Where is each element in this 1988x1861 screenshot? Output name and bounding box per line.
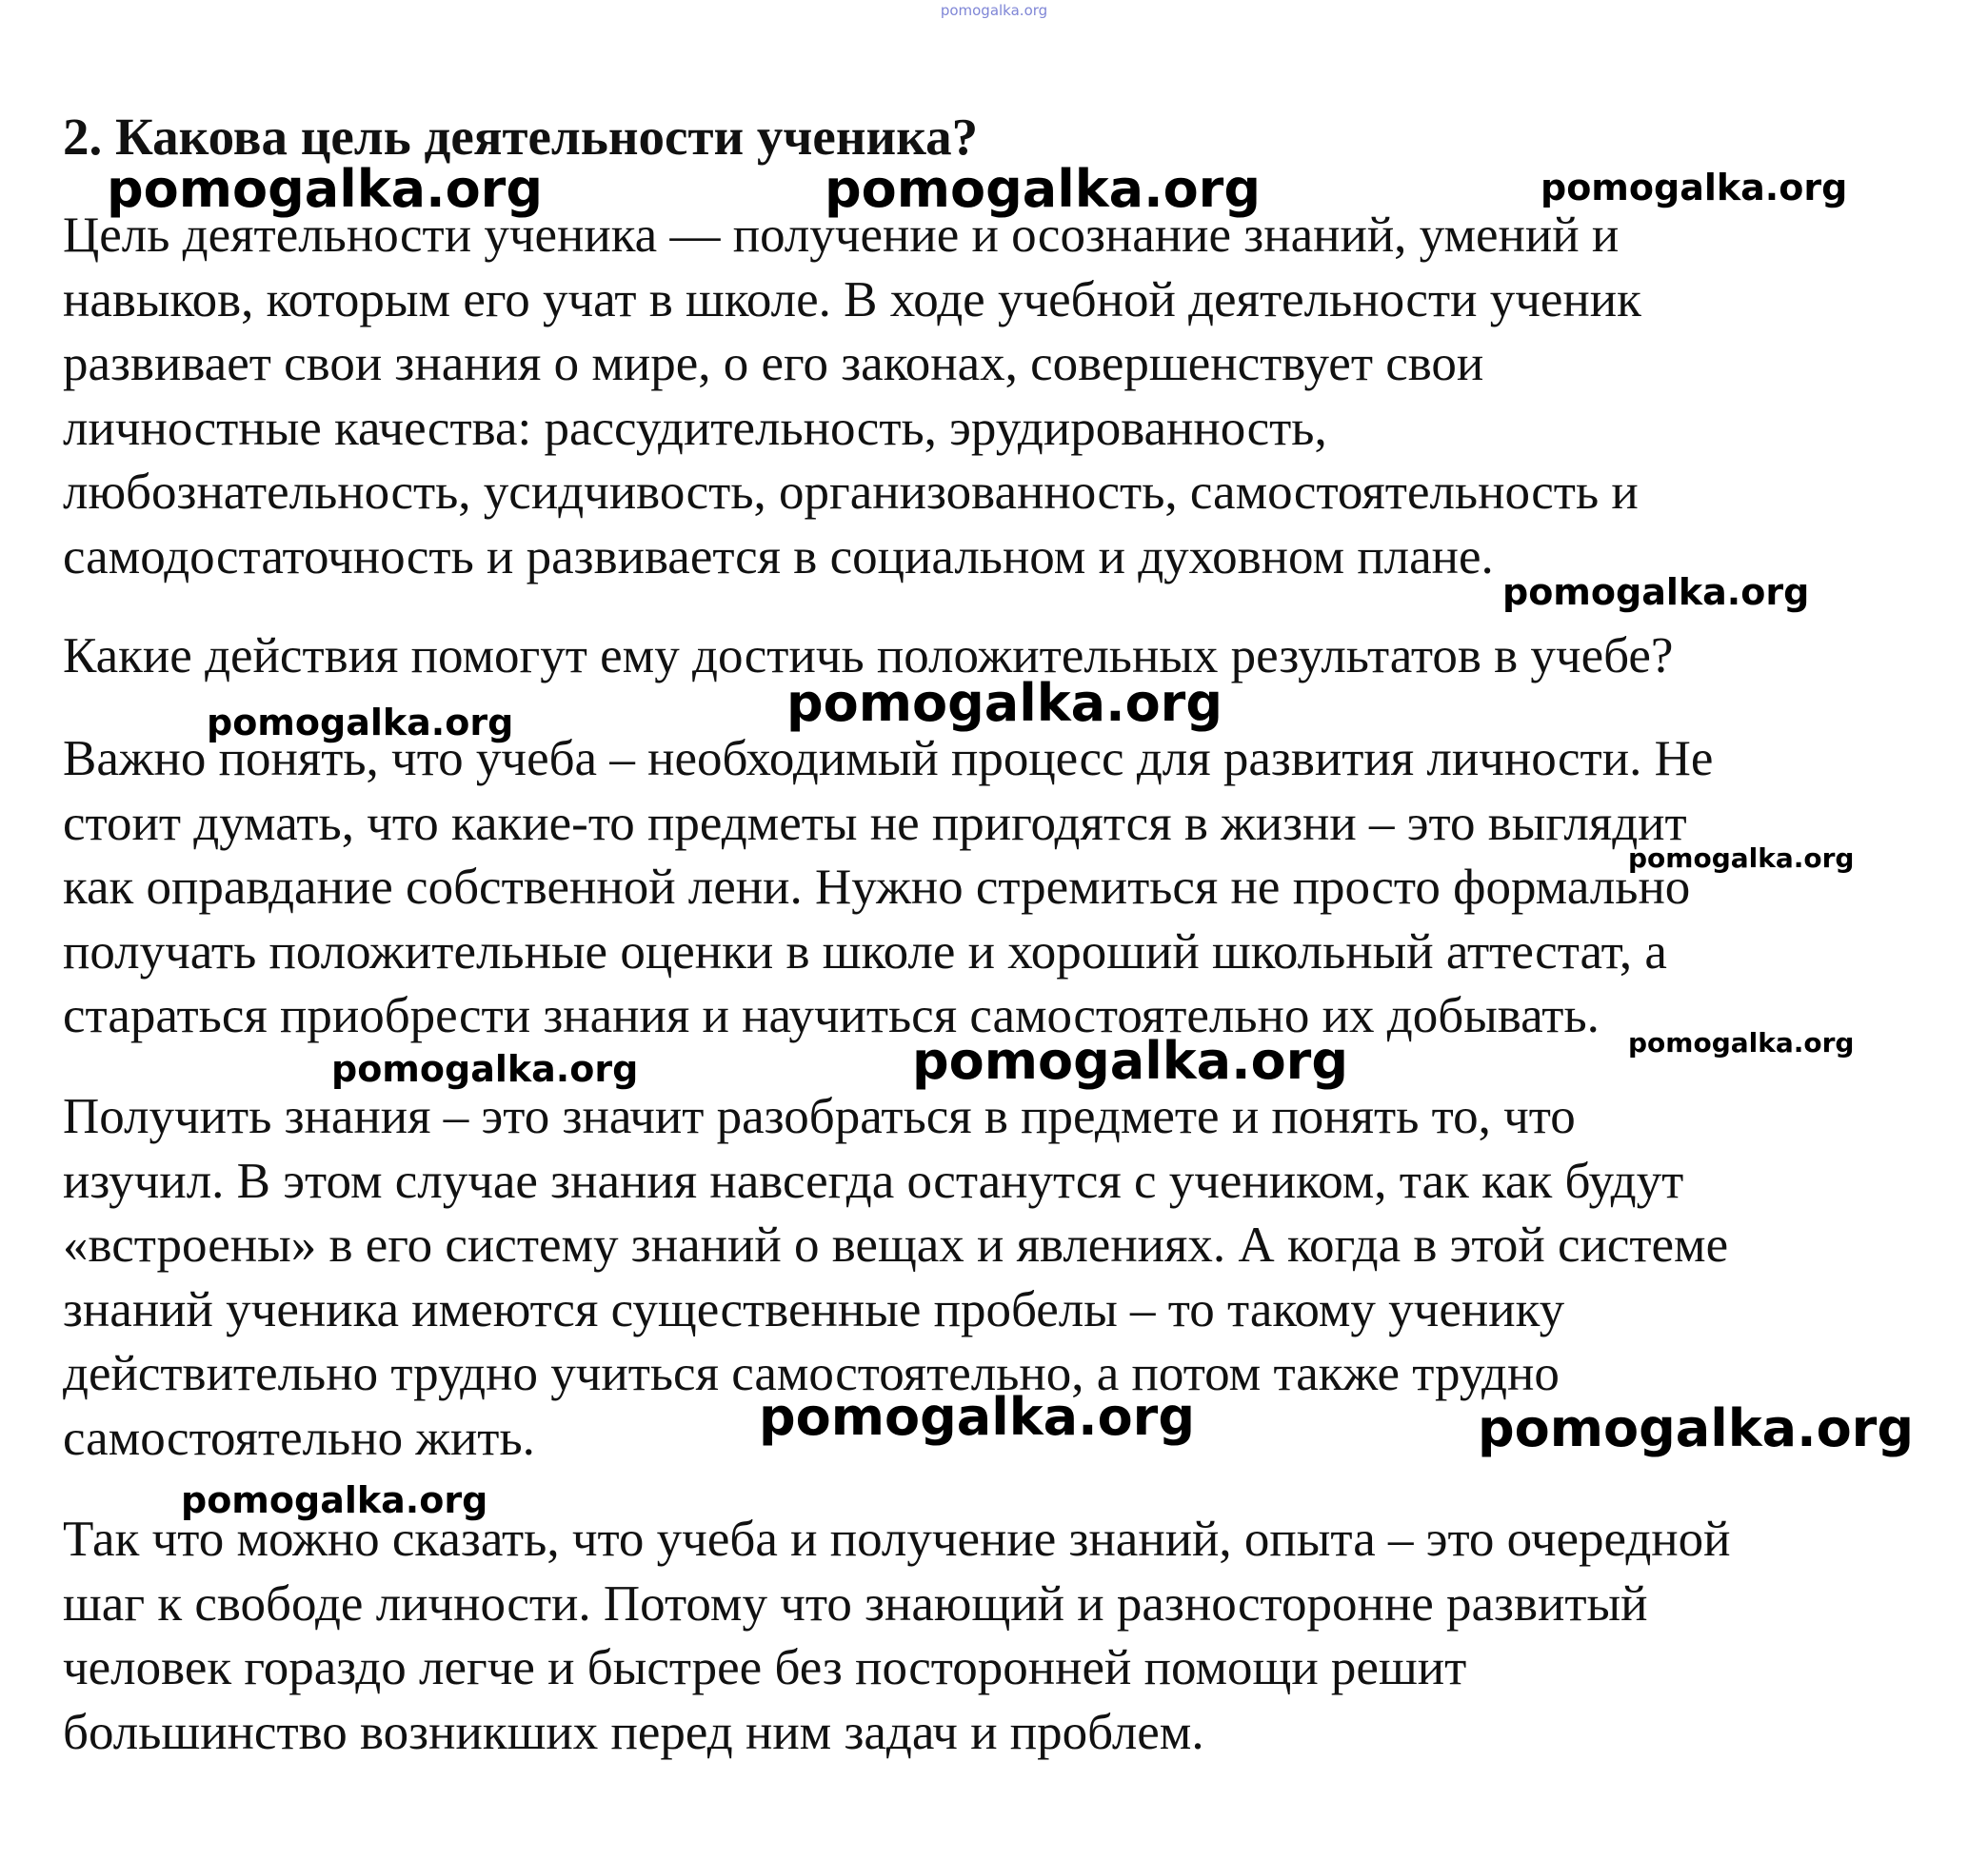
- text-line: самодостаточность и развивается в социальном и духовном плане.: [63, 528, 1494, 584]
- paragraph-3: [63, 727, 1713, 1049]
- text-line: стоит думать, что какие-то предметы не пригодятся в жизни – это выглядит: [63, 795, 1687, 851]
- text-line: любознательность, усидчивость, организованность, самостоятельность и: [63, 465, 1639, 520]
- top-watermark: pomogalka.org: [940, 2, 1048, 19]
- text-line: личностные качества: рассудительность, эрудированность,: [63, 400, 1327, 456]
- text-line: развивает свои знания о мире, о его законах, совершенствует свои: [63, 336, 1484, 391]
- text-line: самостоятельно жить.: [63, 1410, 535, 1466]
- text-line: изучил. В этом случае знания навсегда останутся с учеником, так как будут: [63, 1153, 1684, 1209]
- text-line: действительно трудно учиться самостоятельно, а потом также трудно: [63, 1346, 1560, 1401]
- text-line: навыков, которым его учат в школе. В ходе учебной деятельности ученик: [63, 271, 1641, 327]
- paragraph-5: [63, 1508, 1731, 1765]
- text-line: знаний ученика имеются существенные пробелы – то такому ученику: [63, 1281, 1565, 1337]
- watermark: pomogalka.org: [1502, 571, 1810, 613]
- text-line: человек гораздо легче и быстрее без посторонней помощи решит: [63, 1640, 1467, 1695]
- text-line: как оправдание собственной лени. Нужно стремиться не просто формально: [63, 860, 1691, 915]
- text-line: шаг к свободе личности. Потому что знающий и разносторонне развитый: [63, 1575, 1648, 1632]
- watermark: pomogalka.org: [1628, 842, 1855, 874]
- text-line: «встроены» в его систему знаний о вещах и явлениях. А когда в этой системе: [63, 1218, 1729, 1273]
- paragraph-1: [63, 204, 1641, 589]
- question-heading: 2. Какова цель деятельности ученика?: [63, 108, 979, 166]
- text-line: Цель деятельности ученика — получение и осознание знаний, умений и: [63, 208, 1620, 263]
- text-line: большинство возникших перед ним задач и проблем.: [63, 1704, 1204, 1760]
- text-line: Так что можно сказать, что учеба и получение знаний, опыта – это очередной: [63, 1512, 1731, 1567]
- text-line: Какие действия помогут ему достичь положительных результатов в учебе?: [63, 628, 1674, 683]
- watermark: pomogalka.org: [207, 702, 514, 743]
- watermark: pomogalka.org: [786, 673, 1223, 733]
- watermark: pomogalka.org: [825, 159, 1261, 219]
- watermark: pomogalka.org: [759, 1387, 1195, 1447]
- watermark: pomogalka.org: [181, 1479, 488, 1521]
- watermark: pomogalka.org: [107, 159, 543, 219]
- watermark: pomogalka.org: [331, 1048, 639, 1090]
- watermark: pomogalka.org: [1478, 1398, 1914, 1458]
- watermark: pomogalka.org: [912, 1031, 1348, 1091]
- text-line: Важно понять, что учеба – необходимый процесс для развития личности. Не: [63, 731, 1714, 786]
- watermark: pomogalka.org: [1541, 167, 1848, 208]
- text-line: получать положительные оценки в школе и хороший школьный аттестат, а: [63, 923, 1667, 980]
- watermark: pomogalka.org: [1628, 1027, 1855, 1059]
- text-line: стараться приобрести знания и научиться самостоятельно их добывать.: [63, 988, 1600, 1043]
- text-line: Получить знания – это значит разобраться в предмете и понять то, что: [63, 1089, 1576, 1144]
